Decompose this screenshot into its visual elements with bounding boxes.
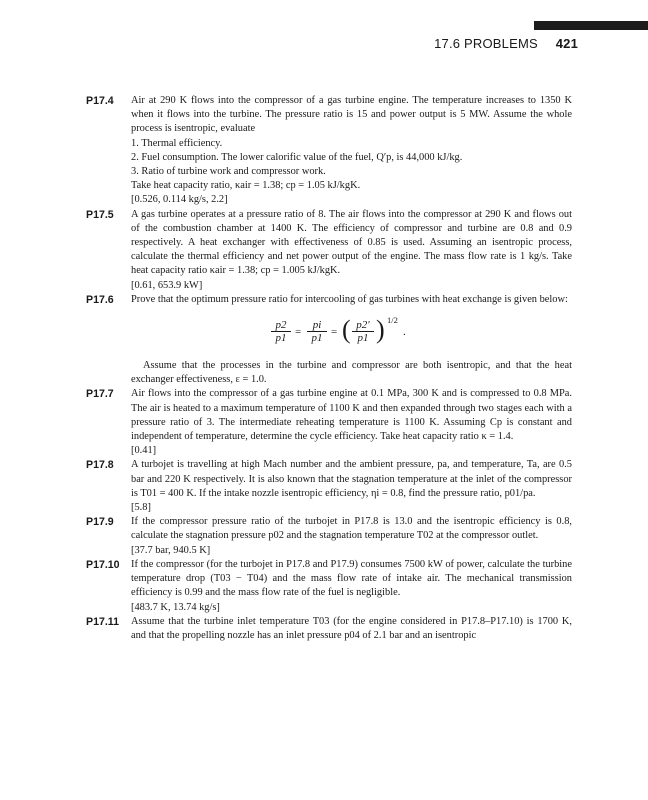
pressure-ratio-formula [131, 307, 572, 359]
exponent: 1/2 [387, 315, 398, 326]
answer: [37.7 bar, 940.5 K] [131, 544, 211, 556]
period: . [403, 326, 406, 339]
equals-sign: = [331, 326, 338, 339]
answer: [0.41] [131, 445, 157, 457]
problem-p17-4 [86, 94, 572, 208]
problem-text: If the compressor pressure ratio of the turbojet in P17.8 is 13.0 and the isentropic efficiency is 0.8, calculate the stagnation pressure p02 and the stagnation temperature T02 at the compressor outlet. [131, 516, 572, 542]
problem-number: P17.6 [86, 293, 114, 306]
list-item: 1. Thermal efficiency. [131, 137, 223, 149]
list-item: 2. Fuel consumption. The lower calorific value of the fuel, Q′p, is 44,000 kJ/kg. [131, 151, 463, 163]
problem-text: If the compressor (for the turbojet in P17.8 and P17.9) consumes 7500 kW of power, calculate the turbine temperature drop (T03 − T04) and the mass flow rate of intake air. The mechanical transmission efficiency is 0.99 and the mass flow rate of the fuel is negligible. [131, 558, 572, 599]
problem-text: Assume that the turbine inlet temperature T03 (for the engine considered in P17.8–P17.10) is 1700 K, and that the propelling nozzle has an inlet pressure p04 of 2.1 bar and an isentropic [131, 615, 572, 641]
fraction: $\frac{p2'}{p1}$ [352, 319, 374, 344]
problem-p17-9 [86, 515, 572, 558]
right-paren: ) [376, 315, 385, 345]
problem-p17-7 [86, 387, 572, 458]
fraction: $\frac{pi}{p1}$ [307, 319, 327, 344]
problem-text: A gas turbine operates at a pressure ratio of 8. The air flows into the compressor at 290 K and flows out of the combustion chamber at 1400 K. The efficiency of compressor and turbine are 0.8 and 0.9 respectively. A heat exchanger with effectiveness of 0.85 is used. Assuming an isentropic process, calculate the thermal efficiency and net power output of the engine. The mass flow rate is 1 kg/s. Take heat capacity ratio κair = 1.38; cp = 1.005 kJ/kgK. [131, 208, 572, 277]
page-number: 421 [555, 36, 578, 51]
problem-number: P17.9 [86, 516, 114, 529]
problem-p17-8 [86, 458, 572, 515]
problem-number: P17.10 [86, 558, 120, 571]
problem-p17-5 [86, 208, 572, 293]
problem-p17-11 [86, 615, 572, 643]
equals-sign: = [295, 326, 302, 339]
problem-text: Air at 290 K flows into the compressor of a gas turbine engine. The temperature increases to 1350 K when it flows into the turbine. The pressure ratio is 15 and power output is 5 MW. Assume the whole process is isentropic, evaluate [131, 95, 572, 135]
answer: [483.7 K, 13.74 kg/s] [131, 601, 220, 613]
header-bar-decoration [534, 21, 648, 30]
answer: [5.8] [131, 502, 151, 514]
running-header [0, 36, 578, 51]
answer: [0.526, 0.114 kg/s, 2.2] [131, 194, 228, 206]
problem-number: P17.5 [86, 208, 114, 221]
fraction: $\frac{p2}{p1}$ [271, 319, 291, 344]
problem-text: A turbojet is travelling at high Mach number and the ambient pressure, pa, and temperature, Ta, are 0.5 bar and 220 K respectively. It is also known that the stagnation temperature at the inlet of the compressor is T01 = 400 K. If the intake nozzle isentropic efficiency, ηi = 0.8, find the pressure ratio, p01/pa. [131, 459, 572, 499]
problem-text: Air flows into the compressor of a gas turbine engine at 0.1 MPa, 300 K and is compressed to 0.8 MPa. The air is heated to a maximum temperature of 1100 K and then expanded through two stages each with a pressure ratio of 3. The intermediate reheating temperature is 1100 K. Assuming Cp is constant and independent of temperature, determine the cycle efficiency. Take heat capacity ratio κ = 1.4. [131, 388, 572, 443]
answer: [0.61, 653.9 kW] [131, 279, 203, 291]
problem-number: P17.8 [86, 459, 114, 472]
problem-number: P17.7 [86, 388, 114, 401]
section-title: 17.6 PROBLEMS [434, 36, 538, 51]
problem-note: Take heat capacity ratio, κair = 1.38; cp = 1.05 kJ/kgK. [131, 180, 361, 192]
problem-list [86, 94, 572, 643]
left-paren: ( [342, 315, 351, 345]
problem-number: P17.4 [86, 95, 114, 107]
problem-text: Assume that the processes in the turbine and compressor are both isentropic, and that the heat exchanger effectiveness, ε = 1.0. [131, 360, 572, 386]
problem-p17-6 [86, 293, 572, 388]
problem-number: P17.11 [86, 615, 119, 628]
problem-p17-10 [86, 558, 572, 615]
list-item: 3. Ratio of turbine work and compressor work. [131, 166, 326, 178]
problem-text: Prove that the optimum pressure ratio for intercooling of gas turbines with heat exchange is given below: [131, 293, 568, 305]
